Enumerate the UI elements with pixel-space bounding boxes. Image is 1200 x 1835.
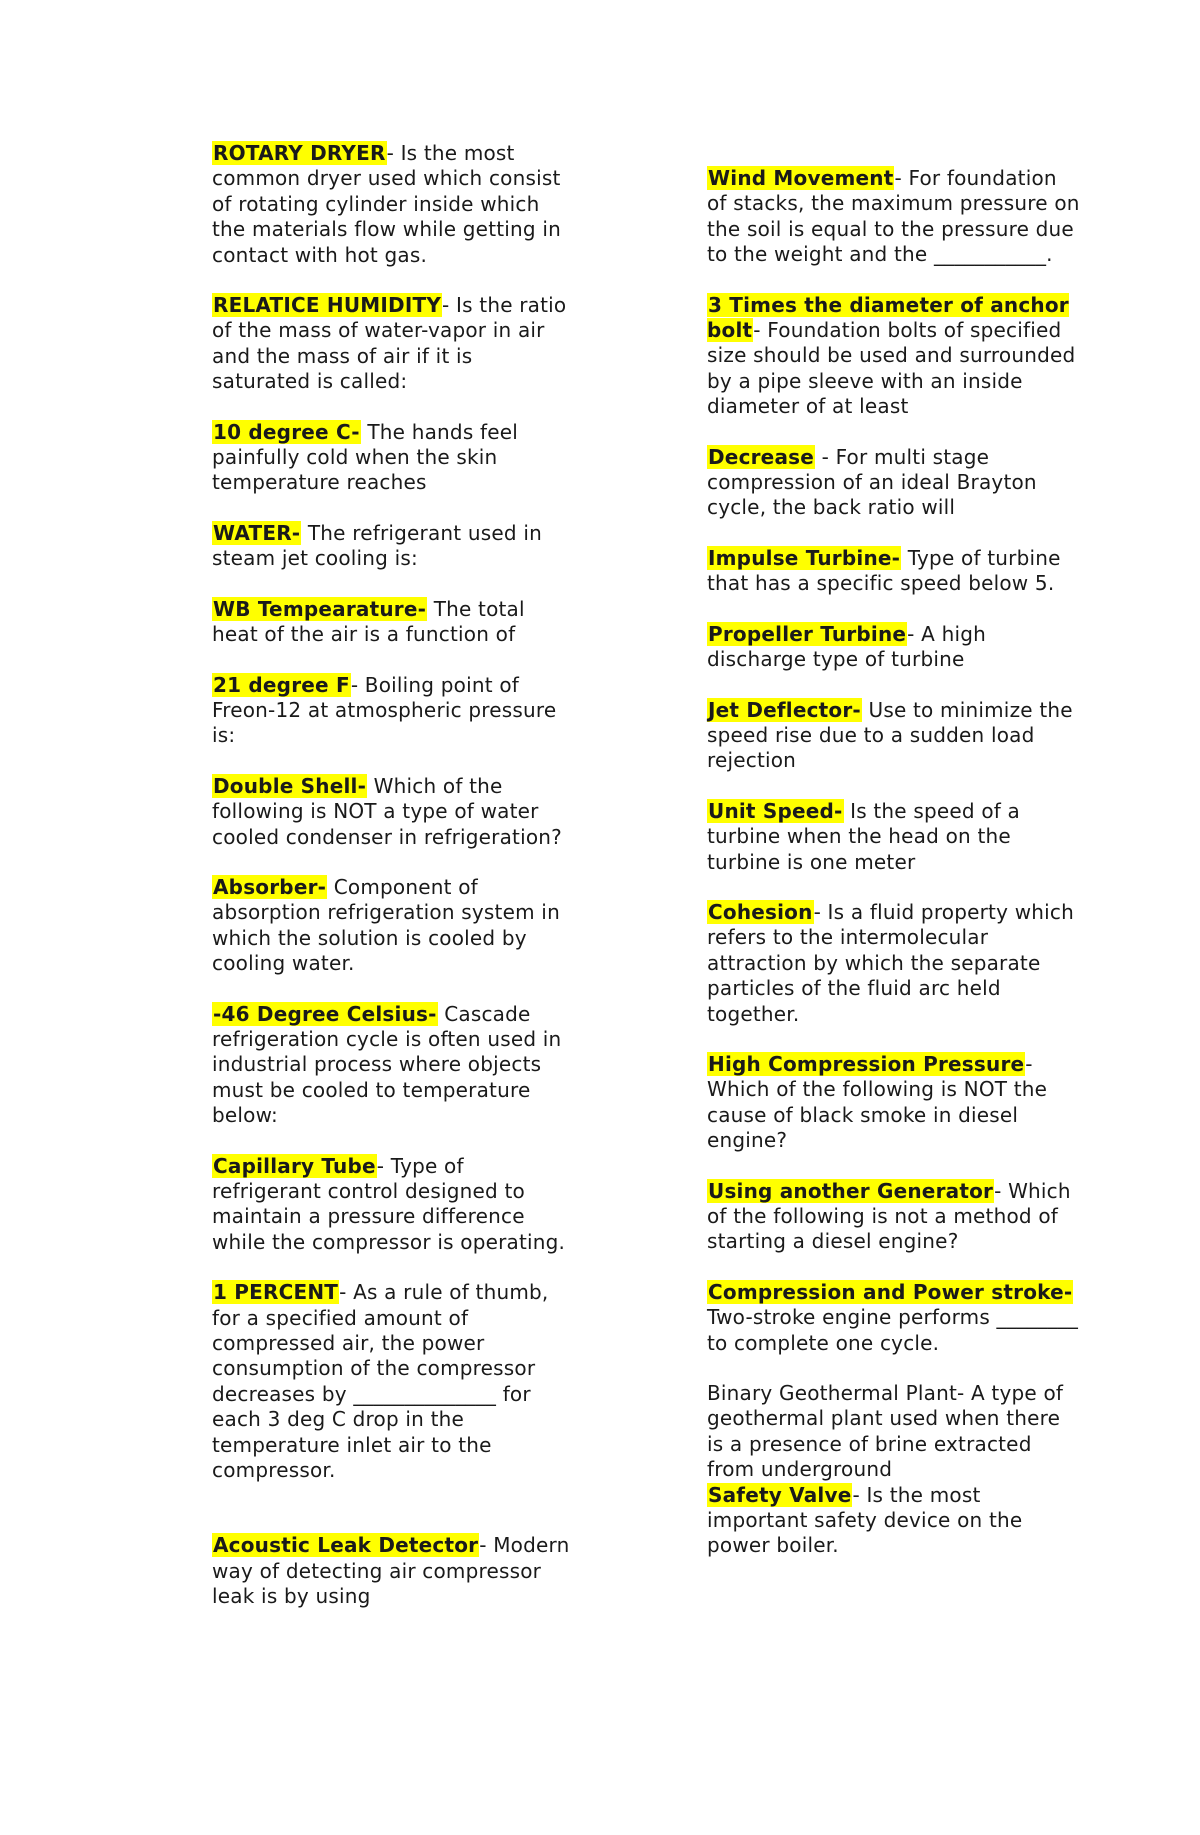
highlighted-term: 10 degree C- xyxy=(213,419,360,444)
separator: - xyxy=(1025,1051,1033,1076)
definition: The hands feel painfully cold when the skin temperature reaches xyxy=(212,419,519,495)
definition: Type of turbine that has a specific speed below 5. xyxy=(707,545,1061,596)
left-column xyxy=(212,141,572,1635)
entry-rotary-dryer xyxy=(212,141,572,268)
definition: Is the most common dryer used which consist of rotating cylinder inside which the materials flow while getting in contact with hot gas. xyxy=(212,141,561,267)
definition: Modern way of detecting air compressor leak is by using xyxy=(212,1533,570,1609)
highlighted-term: Wind Movement xyxy=(708,166,894,190)
highlighted-term: RELATICE HUMIDITY xyxy=(213,293,442,318)
highlighted-term: Jet Deflector- xyxy=(708,697,861,722)
separator: - xyxy=(907,621,922,646)
highlighted-term: Decrease xyxy=(708,444,815,469)
entry-jet-deflector xyxy=(707,698,1082,774)
definition: Which of the following is not a method of starting a diesel engine? xyxy=(707,1178,1071,1254)
separator: - xyxy=(479,1533,494,1558)
entry-impulse-turbine xyxy=(707,546,1082,597)
separator: - xyxy=(386,141,401,165)
separator: - xyxy=(753,318,768,343)
entry-water xyxy=(212,521,572,572)
definition: A high discharge type of turbine xyxy=(707,621,986,672)
definition: Cascade refrigeration cycle is often used in industrial process where objects must be cooled to temperature below: xyxy=(212,1001,562,1128)
entry-cohesion xyxy=(707,900,1082,1027)
right-column xyxy=(707,166,1082,1584)
entry-propeller-turbine xyxy=(707,622,1082,673)
highlighted-term: Unit Speed- xyxy=(708,798,843,823)
highlighted-term: Acoustic Leak Detector xyxy=(213,1533,479,1558)
entry-capillary-tube xyxy=(212,1154,572,1256)
separator: - xyxy=(894,166,909,190)
highlighted-term: 1 PERCENT xyxy=(213,1280,339,1305)
highlighted-term: Propeller Turbine xyxy=(708,621,907,646)
definition: Which of the following is NOT the cause of black smoke in diesel engine? xyxy=(707,1077,1048,1153)
entry-3-times-diameter xyxy=(707,293,1082,420)
definition: For foundation of stacks, the maximum pressure on the soil is equal to the pressure due to the weight and the ___________. xyxy=(707,166,1080,267)
definition: Is the ratio of the mass of water-vapor in air and the mass of air if it is saturated is called: xyxy=(212,293,567,394)
separator: - xyxy=(442,293,456,318)
highlighted-term: Compression and Power stroke- xyxy=(708,1279,1073,1304)
separator: - xyxy=(339,1280,354,1305)
highlighted-term: ROTARY DRYER xyxy=(213,141,386,165)
definition: Is the speed of a turbine when the head on the turbine is one meter xyxy=(707,798,1021,874)
entry-high-compression-pressure xyxy=(707,1052,1082,1154)
definition: The refrigerant used in steam jet cooling is: xyxy=(212,520,542,571)
entry-acoustic-leak-detector xyxy=(212,1533,572,1609)
definition: The total heat of the air is a function of xyxy=(212,596,525,647)
entry-wb-temperature xyxy=(212,597,572,648)
entry-using-another-generator xyxy=(707,1179,1082,1255)
entry-wind-movement xyxy=(707,166,1082,268)
entry-decrease xyxy=(707,445,1082,521)
separator: - xyxy=(852,1482,867,1507)
highlighted-term: Impulse Turbine- xyxy=(708,545,901,570)
highlighted-term: 21 degree F xyxy=(213,672,350,697)
entry-double-shell xyxy=(212,774,572,850)
entry-binary-geothermal-plant xyxy=(707,1381,1082,1483)
definition: As a rule of thumb, for a specified amount of compressed air, the power consumption of the compressor decreases by ______________ for each 3 deg C drop in the temperature inlet air to the compressor. xyxy=(212,1280,549,1483)
entry-safety-valve xyxy=(707,1483,1082,1559)
definition: Two-stroke engine performs ________ to complete one cycle. xyxy=(707,1305,1079,1355)
entry-21-degree-f xyxy=(212,673,572,749)
highlighted-term: Cohesion xyxy=(708,899,813,924)
highlighted-term: Capillary Tube xyxy=(213,1153,376,1178)
separator: - xyxy=(350,672,365,697)
highlighted-term: WB Tempearature- xyxy=(213,596,427,621)
highlighted-term: 3 Times the diameter of anchor bolt xyxy=(707,292,1069,343)
separator: - xyxy=(813,899,828,924)
definition: Is a fluid property which refers to the intermolecular attraction by which the separate particles of the fluid arc held together. xyxy=(707,899,1074,1026)
definition: Boiling point of Freon-12 at atmospheric pressure is: xyxy=(212,672,557,748)
highlighted-term: Safety Valve xyxy=(708,1482,852,1507)
separator: - xyxy=(376,1153,391,1178)
separator: - xyxy=(994,1178,1009,1203)
highlighted-term: Using another Generator xyxy=(708,1178,994,1203)
definition: Binary Geothermal Plant- A type of geothermal plant used when there is a presence of brine extracted from underground xyxy=(707,1381,1064,1482)
definition: Type of refrigerant control designed to maintain a pressure difference while the compressor is operating. xyxy=(212,1153,566,1254)
entry-absorber xyxy=(212,875,572,977)
highlighted-term: -46 Degree Celsius- xyxy=(213,1001,437,1026)
entry-10-degree-c xyxy=(212,420,572,496)
highlighted-term: Absorber- xyxy=(213,874,327,899)
highlighted-term: WATER- xyxy=(213,520,301,545)
definition: Is the most important safety device on the power boiler. xyxy=(707,1482,1023,1558)
entry-minus-46-degree xyxy=(212,1002,572,1129)
highlighted-term: Double Shell- xyxy=(213,773,367,798)
definition: Component of absorption refrigeration system in which the solution is cooled by cooling water. xyxy=(212,874,560,976)
entry-compression-and-power-stroke xyxy=(707,1280,1082,1356)
definition: Use to minimize the speed rise due to a sudden load rejection xyxy=(707,697,1073,773)
definition: For multi stage compression of an ideal Brayton cycle, the back ratio will xyxy=(707,444,1037,520)
entry-unit-speed xyxy=(707,799,1082,875)
highlighted-term: High Compression Pressure xyxy=(708,1051,1025,1076)
entry-relative-humidity xyxy=(212,293,572,395)
definition: Foundation bolts of specified size should be used and surrounded by a pipe sleeve with an inside diameter of at least xyxy=(707,318,1076,419)
definition: Which of the following is NOT a type of water cooled condenser in refrigeration? xyxy=(212,773,562,849)
separator: - xyxy=(815,444,836,469)
entry-1-percent xyxy=(212,1280,572,1483)
